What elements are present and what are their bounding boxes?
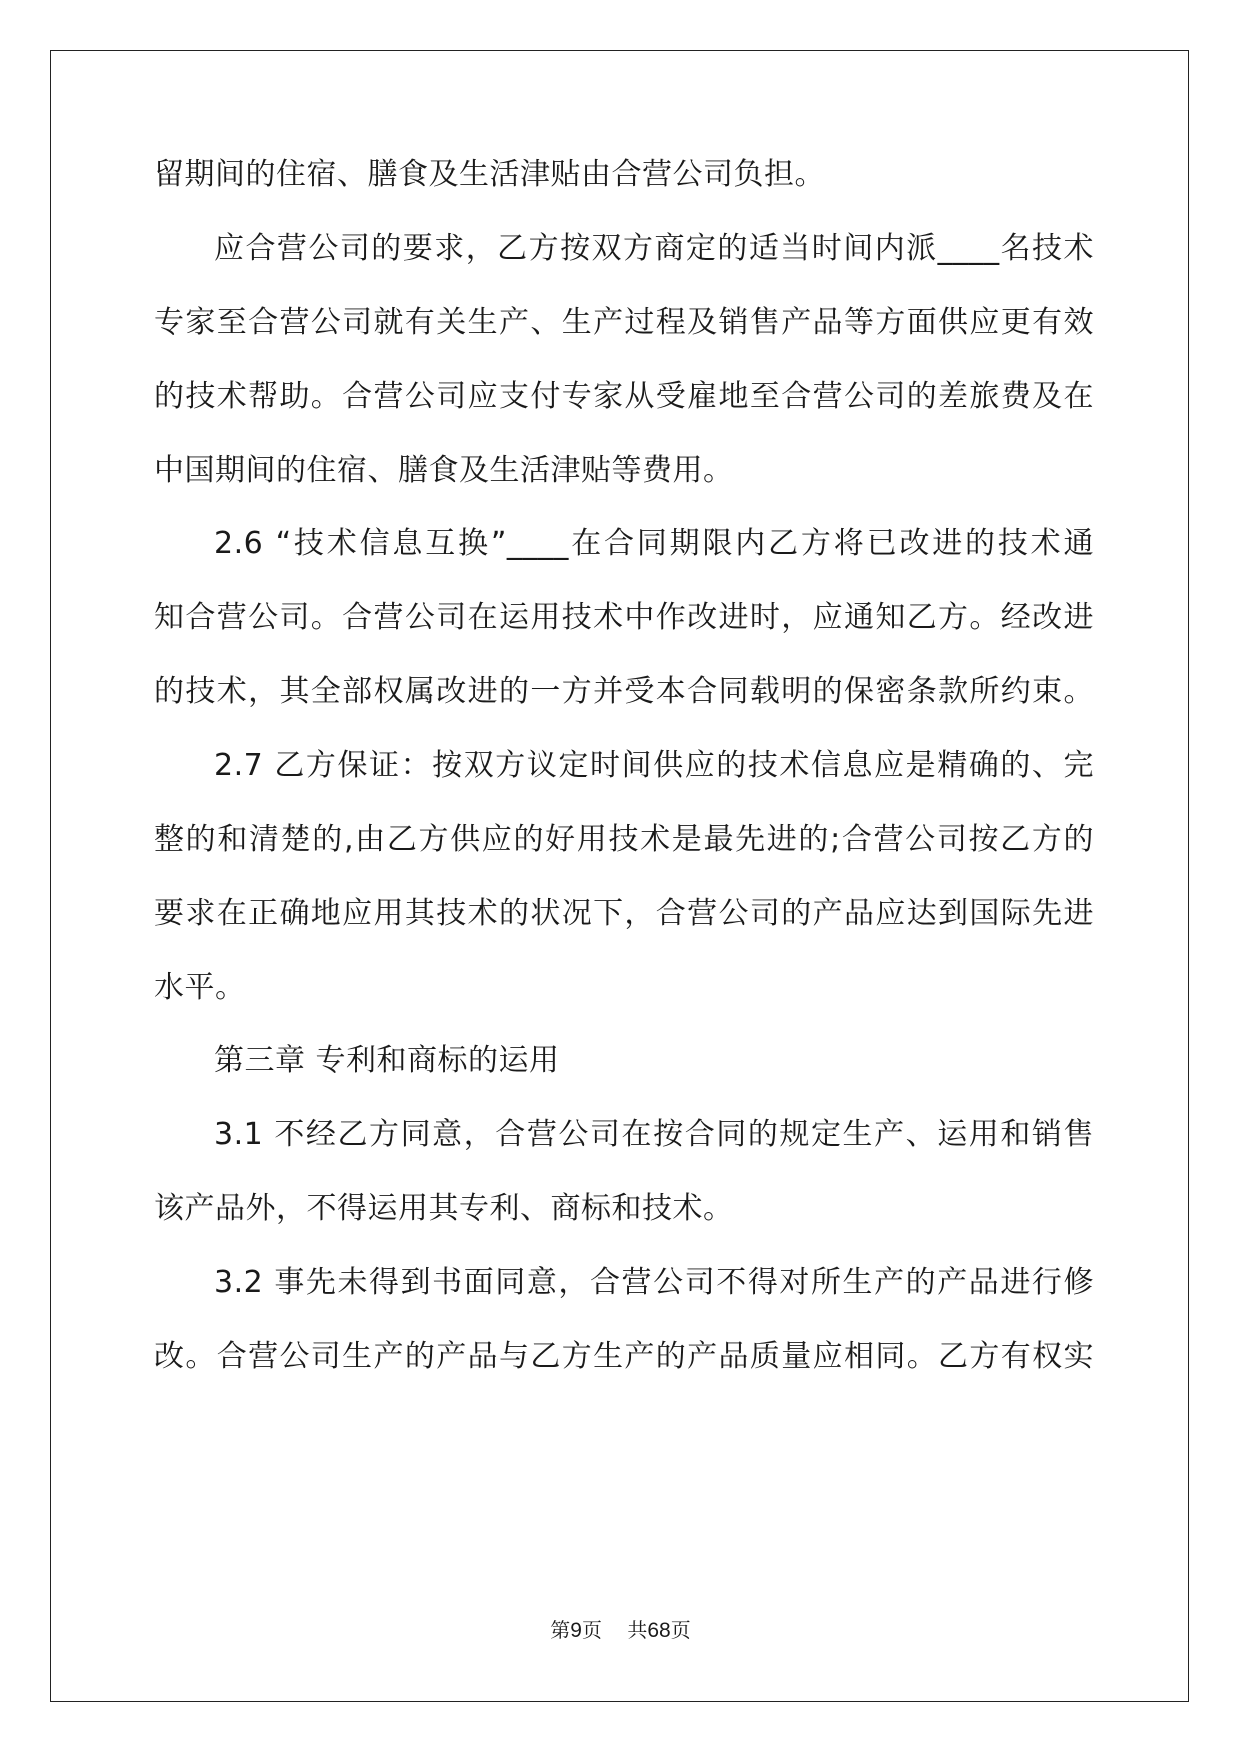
- paragraph-line-14: 3.1 不经乙方同意，合营公司在按合同的规定生产、运用和销售: [214, 1117, 1094, 1152]
- paragraph-line-12: 水平。: [154, 970, 246, 1005]
- chapter-heading: 第三章 专利和商标的运用: [214, 1043, 560, 1078]
- page-border: [50, 50, 1189, 1702]
- paragraph-line-3: 专家至合营公司就有关生产、生产过程及销售产品等方面供应更有效: [154, 305, 1094, 340]
- footer-prefix: 第: [550, 1618, 571, 1642]
- footer-total-suffix: 页: [670, 1618, 691, 1642]
- paragraph-line-5: 中国期间的住宿、膳食及生活津贴等费用。: [154, 453, 734, 488]
- footer-page-number: 9: [570, 1619, 582, 1642]
- paragraph-line-9: 2.7 乙方保证：按双方议定时间供应的技术信息应是精确的、完: [214, 748, 1094, 783]
- paragraph-line-6: 2.6 “技术信息互换”____在合同期限内乙方将已改进的技术通: [214, 526, 1094, 561]
- paragraph-line-15: 该产品外，不得运用其专利、商标和技术。: [154, 1191, 734, 1226]
- footer-total-prefix: 共: [627, 1618, 648, 1642]
- paragraph-line-4: 的技术帮助。合营公司应支付专家从受雇地至合营公司的差旅费及在: [154, 379, 1094, 414]
- paragraph-line-10: 整的和清楚的,由乙方供应的好用技术是最先进的;合营公司按乙方的: [154, 822, 1094, 857]
- page-footer: [0, 1618, 1241, 1643]
- paragraph-line-8: 的技术，其全部权属改进的一方并受本合同载明的保密条款所约束。: [154, 674, 1094, 709]
- paragraph-line-17: 改。合营公司生产的产品与乙方生产的产品质量应相同。乙方有权实: [154, 1339, 1094, 1374]
- footer-total-pages: 68: [647, 1619, 671, 1642]
- paragraph-line-2: 应合营公司的要求，乙方按双方商定的适当时间内派____名技术: [214, 231, 1094, 266]
- footer-page-suffix: 页: [581, 1618, 602, 1642]
- paragraph-line-11: 要求在正确地应用其技术的状况下，合营公司的产品应达到国际先进: [154, 896, 1094, 931]
- paragraph-line-16: 3.2 事先未得到书面同意，合营公司不得对所生产的产品进行修: [214, 1265, 1094, 1300]
- paragraph-line-7: 知合营公司。合营公司在运用技术中作改进时，应通知乙方。经改进: [154, 600, 1094, 635]
- paragraph-line-1: 留期间的住宿、膳食及生活津贴由合营公司负担。: [154, 157, 825, 192]
